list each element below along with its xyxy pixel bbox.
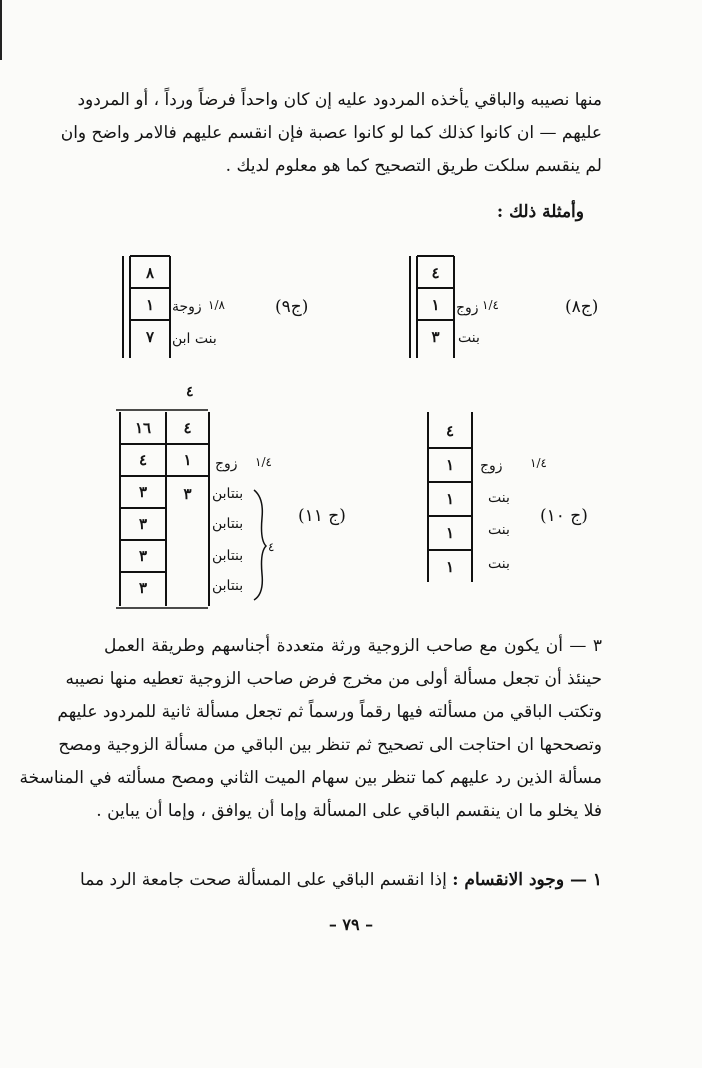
page-number: – ٧٩ – [328,915,374,934]
example-10-cell: ١ [445,490,455,508]
example-8-title: (ج٨) [565,297,599,317]
examples-heading: وأمثلة ذلك : [496,202,584,222]
example-10-cell: ١ [445,524,455,542]
example-11-top-multiplier: ٤ [186,384,194,400]
example-11-col1-cell: ٣ [138,579,148,597]
example-9-heir-label: بنت ابن [172,331,217,347]
example-11-heir-label: بنتابن [212,548,244,564]
example-8-heir-label: زوج [456,300,479,316]
example-9-fraction: ١/٨ [208,298,225,312]
example-9-title: (ج٩) [275,297,309,317]
example-11-col1-cell: ٣ [138,515,148,533]
example-11-brace-number: ٤ [268,540,275,554]
example-10-fraction: ١/٤ [530,456,547,470]
example-9-cell: ١ [145,296,155,314]
paragraph-4-text: إذا انقسم الباقي على المسألة صحت جامعة الرد مما [80,870,453,890]
example-8-cell: ١ [431,296,440,314]
example-10-heir-label: بنت [488,490,510,506]
example-11-col1-cell: ١٦ [134,419,152,437]
example-11-heir-label: بنتابن [212,486,244,502]
example-9-cell: ٧ [145,328,155,346]
example-8-fraction: ١/٤ [482,298,499,312]
paragraph-1 [60,84,602,183]
paragraph-3-line: وتصححها ان احتاجت الى تصحيح ثم تنظر بين الباقي من مسألة الزوجية ومصح [58,735,602,755]
example-10-heir-label: زوج [480,458,503,474]
paragraph-4 [80,870,602,890]
example-10-heir-label: بنت [488,556,510,572]
example-10-cell: ١ [445,558,455,576]
example-11-col2-cell: ٤ [183,419,192,437]
example-11-col1-cell: ٣ [138,483,148,501]
example-11-heir-label: بنتابن [212,516,244,532]
example-8-heir-label: بنت [458,330,480,346]
paragraph-3-line: حينئذ أن تجعل مسألة أولى من مخرج فرض صاحب الزوجية تعطيه منها نصيبه [65,669,602,689]
paragraph-1-line: منها نصيبه والباقي يأخذه المردود عليه إن كان واحداً فرضاً ورداً ، أو المردود [77,90,602,110]
paragraph-4-heading: ١ — وجود الانقسام : [452,870,602,890]
paragraph-3-line: فلا يخلو ما ان ينقسم الباقي على المسألة وإما أن يوافق ، وإما أن يباين . [96,801,602,821]
example-11-col2-cell: ٣ [183,485,192,503]
example-11-col2-cell: ١ [183,451,192,469]
paragraph-3 [19,630,602,828]
page-edge-mark [0,0,2,60]
example-11-fraction: ١/٤ [255,455,272,469]
example-11-title: (ج ١١) [298,506,346,526]
paragraph-3-line: مسألة الذين رد عليهم كما تنظر بين سهام الميت الثاني ومصح مسألته في المناسخة [19,768,602,788]
example-11-col1-cell: ٣ [138,547,148,565]
brace-icon [250,488,270,602]
example-10-heir-label: بنت [488,522,510,538]
paragraph-3-line: وتكتب الباقي من مسألته فيها رقماً ورسماً ثم تجعل مسألة ثانية للمردود عليهم [57,702,602,722]
example-8-cell: ٤ [431,264,440,282]
paragraph-1-line: لم ينقسم سلكت طريق التصحيح كما هو معلوم لديك . [225,156,602,176]
example-11-col1-cell: ٤ [138,451,148,469]
example-9-heir-label: زوجة [172,299,202,315]
example-11-heir-label: زوج [215,456,238,472]
example-10-title: (ج ١٠) [540,506,588,526]
paragraph-3-line: ٣ — أن يكون مع صاحب الزوجية ورثة متعددة أجناسهم وطريقة العمل [104,636,602,656]
example-10-cell: ١ [445,456,455,474]
paragraph-1-line: عليهم — ان كانوا كذلك كما لو كانوا عصبة فإن انقسم عليهم فالامر واضح وان [60,123,602,143]
example-8-cell: ٣ [431,328,440,346]
example-9-cell: ٨ [145,264,155,282]
example-10-cell: ٤ [445,422,455,440]
example-11-heir-label: بنتابن [212,578,244,594]
